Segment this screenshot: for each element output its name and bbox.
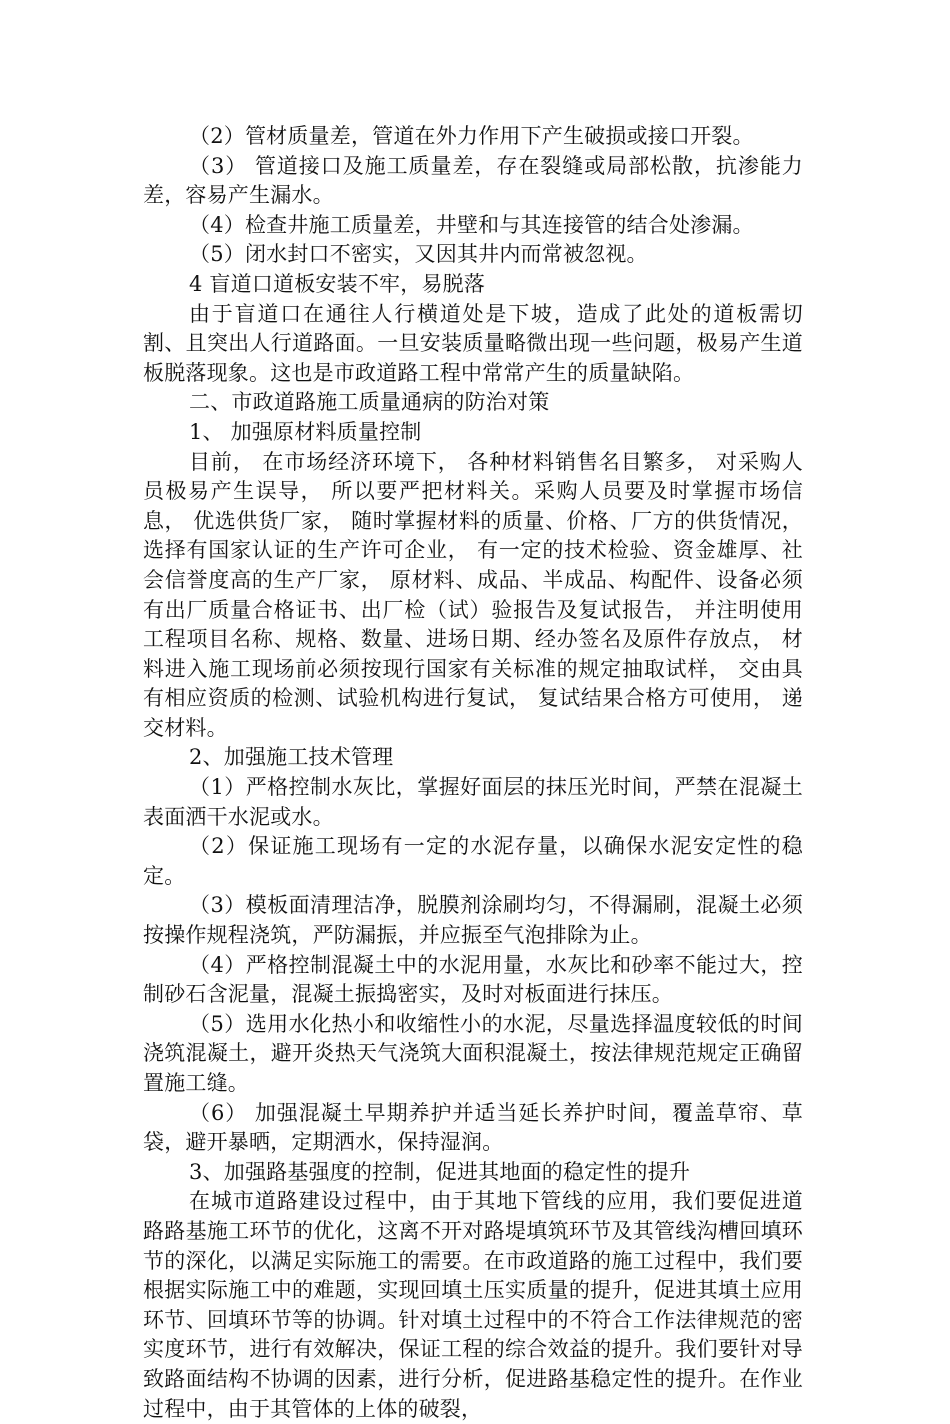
paragraph: （6） 加强混凝土早期养护并适当延长养护时间，覆盖草帘、草袋，避开暴晒，定期洒水，保持湿润。 (143, 1100, 803, 1155)
paragraph: 目前， 在市场经济环境下， 各种材料销售名目繁多， 对采购人员极易产生误导， 所以要严把材料关。采购人员要及时掌握市场信息， 优选供货厂家， 随时掌握材料的质量、价格、厂方的供货情况， 选择有国家认证的生产许可企业， 有一定的技术检验、资金雄厚、社会信誉度高的生产厂家， 原材料、成品、半成品、构配件、设备必须有出厂质量合格证书、出厂检（试）验报告及复试报告， 并注明使用工程项目名称、规格、数量、进场日期、经办签名及原件存放点， 材料进入施工现场前必须按现行国家有关标准的规定抽取试样， 交由具有相应资质的检测、试验机构进行复试， 复试结果合格方可使用， 递交材料。 (143, 449, 803, 740)
paragraph: （4）检查井施工质量差，井壁和与其连接管的结合处渗漏。 (189, 212, 754, 237)
section-heading: 2、加强施工技术管理 (189, 745, 394, 770)
paragraph: （3） 管道接口及施工质量差，存在裂缝或局部松散，抗渗能力差，容易产生漏水。 (143, 153, 803, 208)
paragraph: （5）选用水化热小和收缩性小的水泥，尽量选择温度较低的时间浇筑混凝土，避开炎热天气浇筑大面积混凝土，按法律规范规定正确留置施工缝。 (143, 1011, 803, 1095)
paragraph: （3）模板面清理洁净，脱膜剂涂刷均匀，不得漏刷，混凝土必须按操作规程浇筑，严防漏振，并应振至气泡排除为止。 (143, 893, 803, 948)
document-body (143, 122, 803, 1424)
paragraph: 在城市道路建设过程中，由于其地下管线的应用，我们要促进道路路基施工环节的优化，这离不开对路堤填筑环节及其管线沟槽回填环节的深化，以满足实际施工的需要。在市政道路的施工过程中，我们要根据实际施工中的难题，实现回填土压实质量的提升，促进其填土应用环节、回填环节等的协调。针对填土过程中的不符合工作法律规范的密实度环节，进行有效解决，保证工程的综合效益的提升。我们要针对导致路面结构不协调的因素，进行分析，促进路基稳定性的提升。在作业过程中，由于其管体的上体的破裂， (143, 1189, 803, 1421)
section-heading: 1、 加强原材料质量控制 (189, 419, 422, 444)
paragraph: （1）严格控制水灰比，掌握好面层的抹压光时间，严禁在混凝土表面洒干水泥或水。 (143, 775, 803, 829)
paragraph: （4）严格控制混凝土中的水泥用量，水灰比和砂率不能过大，控制砂石含泥量，混凝土振捣密实，及时对板面进行抹压。 (143, 952, 803, 1007)
paragraph: （2）管材质量差，管道在外力作用下产生破损或接口开裂。 (189, 124, 754, 148)
section-heading: 4 盲道口道板安装不牢，易脱落 (189, 271, 486, 296)
section-heading: 二、市政道路施工质量通病的防治对策 (189, 390, 550, 415)
paragraph: （2）保证施工现场有一定的水泥存量，以确保水泥安定性的稳定。 (143, 834, 803, 888)
paragraph: （5）闭水封口不密实，又因其井内而常被忽视。 (189, 242, 648, 267)
section-heading: 3、加强路基强度的控制，促进其地面的稳定性的提升 (189, 1159, 691, 1184)
paragraph: 由于盲道口在通往人行横道处是下坡，造成了此处的道板需切割、且突出人行道路面。一旦安装质量略微出现一些问题，极易产生道板脱落现象。这也是市政道路工程中常常产生的质量缺陷。 (143, 301, 803, 385)
